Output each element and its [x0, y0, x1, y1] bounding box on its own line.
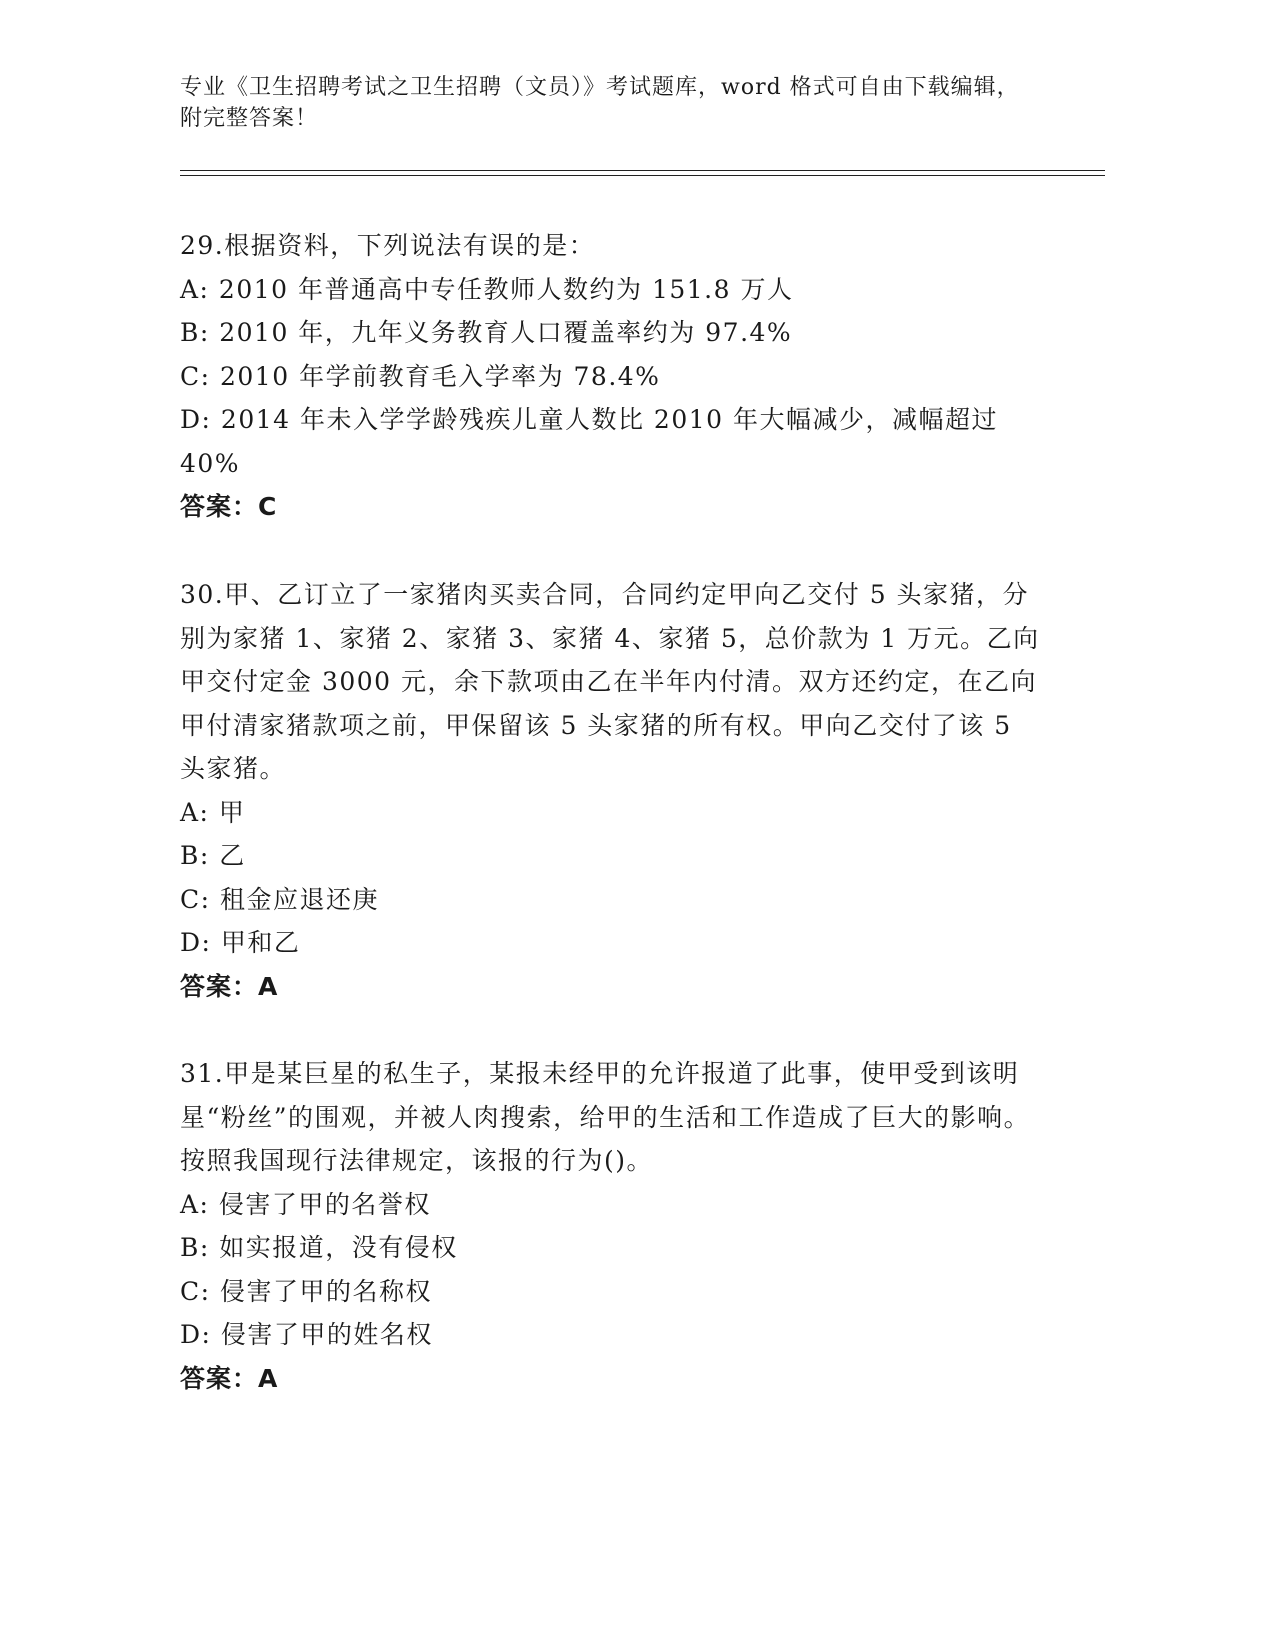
option-d: D: 2014 年未入学学龄残疾儿童人数比 2010 年大幅减少，减幅超过 40% [180, 405, 999, 478]
question-30 [180, 573, 1040, 1009]
option-c: C: 侵害了甲的名称权 [180, 1276, 432, 1306]
document-header: 专业《卫生招聘考试之卫生招聘（文员）》考试题库，word 格式可自由下载编辑，附完整答案！ [180, 75, 1020, 131]
question-29 [180, 224, 1040, 529]
header-divider-top [180, 170, 1105, 171]
option-c: C: 2010 年学前教育毛入学率为 78.4% [180, 361, 661, 391]
option-b: B: 如实报道，没有侵权 [180, 1233, 458, 1262]
header-divider-bottom [180, 175, 1105, 176]
question-31 [180, 1052, 1040, 1401]
answer: 答案：A [180, 971, 279, 1001]
answer: 答案：C [180, 492, 278, 521]
option-c: C: 租金应退还庚 [180, 884, 379, 914]
question-stem: 30.甲、乙订立了一家猪肉买卖合同，合同约定甲向乙交付 5 头家猪，分别为家猪 1、家猪 2、家猪 3、家猪 4、家猪 5，总价款为 1 万元。乙向甲交付定金 3000 元，余下款项由乙在半年内付清。双方还约定，在乙向甲付清家猪款项之前，甲保留该 5 头家猪的所有权。甲向乙交付了该 5 头家猪。 [180, 580, 1040, 783]
option-a: A: 侵害了甲的名誉权 [180, 1189, 431, 1219]
option-a: A: 甲 [180, 797, 246, 827]
answer: 答案：A [180, 1363, 279, 1393]
option-b: B: 乙 [180, 841, 246, 870]
option-d: D: 侵害了甲的姓名权 [180, 1320, 433, 1349]
option-d: D: 甲和乙 [180, 928, 301, 957]
option-a: A: 2010 年普通高中专任教师人数约为 151.8 万人 [180, 274, 794, 304]
option-b: B: 2010 年，九年义务教育人口覆盖率约为 97.4% [180, 318, 793, 347]
question-stem: 31.甲是某巨星的私生子，某报未经甲的允许报道了此事，使甲受到该明星“粉丝”的围观，并被人肉搜索，给甲的生活和工作造成了巨大的影响。按照我国现行法律规定，该报的行为()。 [180, 1059, 1031, 1175]
question-stem: 29.根据资料，下列说法有误的是： [180, 231, 596, 260]
